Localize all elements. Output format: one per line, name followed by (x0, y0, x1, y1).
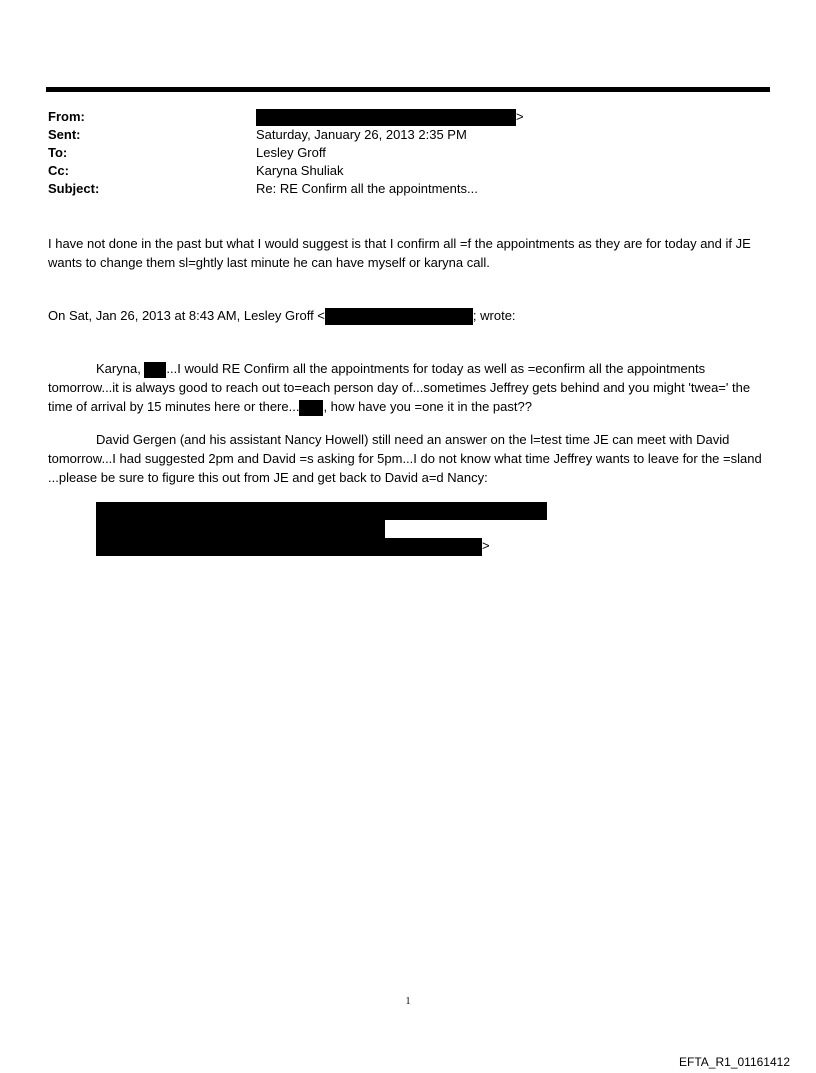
quoted-text: Karyna, (96, 361, 145, 376)
redaction-block (96, 502, 547, 520)
redaction-block (144, 362, 166, 378)
sent-value: Saturday, January 26, 2013 2:35 PM (256, 127, 467, 142)
quoted-paragraph-1 (48, 359, 770, 416)
redaction-block (256, 109, 516, 126)
quoted-text: David Gergen (and his assistant Nancy Howell) still need an answer on the l=test time JE can meet with David tomorrow...I had suggested 2pm and David =s asking for 5pm...I do not know what time Jeffrey wants to leave for the =sland ...please be sure to figure this out from JE and get back to David a=d Nancy: (48, 432, 762, 485)
redaction-block (96, 538, 482, 556)
page-number: 1 (405, 996, 411, 1007)
redaction-block (299, 400, 323, 416)
redacted-signature (96, 501, 556, 555)
signature-suffix: > (482, 538, 490, 553)
email-header (48, 108, 768, 198)
header-rule (46, 87, 770, 92)
to-label: To: (48, 145, 68, 160)
from-value (256, 108, 524, 126)
reply-paragraph: I have not done in the past but what I would suggest is that I confirm all =f the appointments as they are for today and if JE wants to change them sl=ghtly last minute he can have myself or karyna call. (48, 236, 751, 270)
quoted-text: , how have you =one it in the past?? (323, 399, 532, 414)
from-suffix: > (516, 109, 524, 124)
document-id: EFTA_R1_01161412 (679, 1055, 790, 1069)
sent-row (48, 126, 768, 144)
from-label: From: (48, 109, 85, 124)
redaction-block (96, 520, 385, 538)
cc-label: Cc: (48, 163, 69, 178)
quote-intro (48, 306, 770, 325)
cc-value: Karyna Shuliak (256, 163, 344, 178)
to-row (48, 144, 768, 162)
subject-value: Re: RE Confirm all the appointments... (256, 181, 478, 196)
quote-intro-suffix: ; wrote: (472, 308, 516, 323)
sent-label: Sent: (48, 127, 81, 142)
quoted-paragraph-2 (48, 430, 770, 487)
redaction-block (325, 308, 473, 325)
quote-intro-text: On Sat, Jan 26, 2013 at 8:43 AM, Lesley Groff < (48, 308, 325, 323)
from-row (48, 108, 768, 126)
quoted-text: ...I would RE Confirm all the appointments for today as well as =econfirm all the appointments tomorrow...it is always good to reach out to=each person day of...sometimes Jeffrey gets behind and you might 'twea=' the time of arrival by 15 minutes here or there... (48, 361, 751, 414)
cc-row (48, 162, 768, 180)
subject-row (48, 180, 768, 198)
subject-label: Subject: (48, 181, 100, 196)
to-value: Lesley Groff (256, 145, 326, 160)
